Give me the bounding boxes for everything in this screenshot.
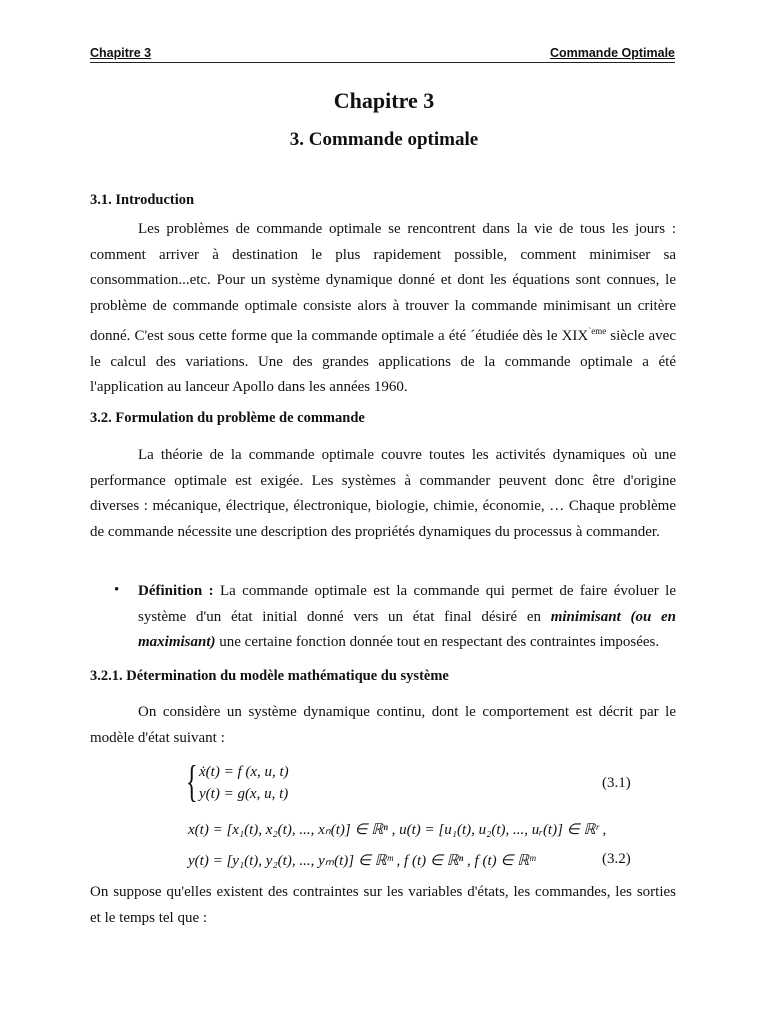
- chapter-title: Chapitre 3: [333, 88, 435, 113]
- equation-state: ẋ(t) = f (x, u, t): [199, 764, 289, 780]
- bullet-marker: •: [114, 582, 120, 598]
- paragraph-modele: [90, 700, 676, 751]
- paragraph-introduction: [90, 217, 676, 401]
- intro-text: Les problèmes de commande optimale se rencontrent dans la vie de tous les jours : comment arriver à destination le plus rapidement possible, comment minimiser sa consommation...etc. Pour un système dynamique donné et dont les équations sont connues, le problème de commande optimale consiste alors à trouver la commande minimisant un critère donné. C'est sous cette forme que la commande optimale a été ´étudiée dès le XIX: [90, 221, 676, 344]
- heading-introduction: 3.1. Introduction: [90, 192, 195, 208]
- definition-block: [138, 579, 676, 656]
- running-header: [90, 44, 675, 63]
- equation-vectors-1: x(t) = [x₁(t), x₂(t), ..., xₙ(t)] ∈ ℝⁿ , u(t) = [u₁(t), u₂(t), ..., uᵣ(t)] ∈ ℝʳ ,: [188, 822, 607, 838]
- heading-formulation: 3.2. Formulation du problème de commande: [90, 410, 365, 426]
- equation-output: y(t) = g(x, u, t): [199, 786, 289, 802]
- equation-vectors-2: y(t) = [y₁(t), y₂(t), ..., yₘ(t)] ∈ ℝᵐ , f (t) ∈ ℝⁿ , f (t) ∈ ℝᵐ: [188, 853, 536, 869]
- definition-emphasis-2: (ou en maximisant): [138, 608, 677, 650]
- equation-number-3-1: (3.1): [602, 775, 631, 791]
- definition-emphasis-1: minimisant: [550, 608, 621, 625]
- paragraph-contraintes: On suppose qu'elles existent des contraintes sur les variables d'états, les commandes, les sorties et le temps tel que :: [90, 884, 676, 926]
- equation-brace: {: [186, 757, 198, 806]
- header-topic: Commande Optimale: [549, 46, 675, 60]
- formulation-text: La théorie de la commande optimale couvre toutes les activités dynamiques où une performance optimale est exigée. Les systèmes à commander peuvent donc être d'origine diverses : mécanique, électrique, électronique, biologie, chimie, économie, … Chaque problème de commande nécessite une description des propriétés dynamiques du processus à commander.: [90, 447, 676, 540]
- intro-text-end: siècle avec le calcul des variations. Une des grandes applications de la commande optimale a été l'application au lanceur Apollo dans les années 1960.: [90, 328, 676, 395]
- paragraph-formulation: [90, 443, 676, 545]
- definition-label: Définition :: [138, 583, 214, 599]
- section-title: 3. Commande optimale: [289, 129, 479, 150]
- modele-text: On considère un système dynamique continu, dont le comportement est décrit par le modèle d'état suivant :: [90, 704, 676, 746]
- definition-text-2: une certaine fonction donnée tout en respectant des contraintes imposées.: [215, 634, 660, 650]
- intro-superscript: `eme: [588, 326, 607, 336]
- equation-number-3-2: (3.2): [602, 851, 631, 867]
- heading-modele: 3.2.1. Détermination du modèle mathématique du système: [90, 668, 449, 684]
- header-chapter: Chapitre 3: [90, 46, 152, 60]
- definition-text-1: La commande optimale est la commande qui permet de faire évoluer le système d'un état initial donné vers un état final désiré en: [138, 583, 676, 625]
